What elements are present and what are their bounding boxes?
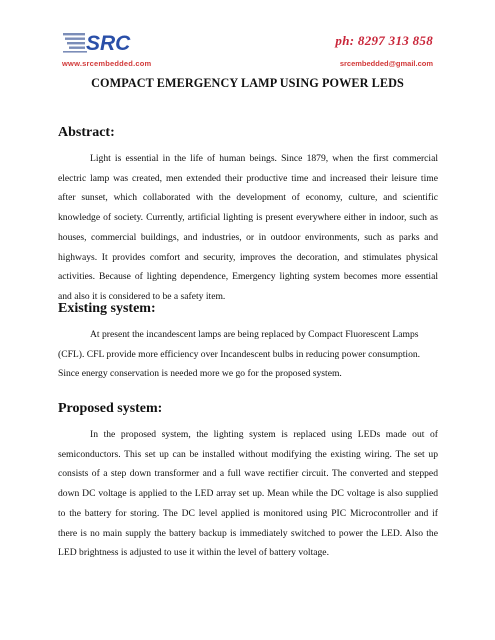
- website-link[interactable]: www.srcembedded.com: [62, 59, 152, 68]
- proposed-system-heading: Proposed system:: [58, 401, 163, 416]
- document-title: COMPACT EMERGENCY LAMP USING POWER LEDS: [91, 76, 404, 90]
- proposed-system-body: In the proposed system, the lighting system is replaced using LEDs made out of semiconductors. This set up can be installed without modifying the existing wiring. The set up consists of a step down transformer and a full wave rectifier circuit. The converted and stepped down DC voltage is applied to the LED array set up. Mean while the DC voltage is also supplied to the battery for storing. The DC level applied is monitored using PIC Microcontroller and if there is no main supply the battery backup is immediately switched to power the LED. Also the LED brightness is adjusted to use it within the level of battery voltage.: [58, 429, 438, 559]
- src-logo: [63, 30, 143, 54]
- logo-text: SRC: [86, 32, 131, 54]
- abstract-heading: Abstract:: [58, 125, 115, 140]
- existing-system-body: At present the incandescent lamps are being replaced by Compact Fluorescent Lamps (CFL). CFL provide more efficiency over Incandescent bulbs in reducing power consumption. Since energy conservation is needed more we go for the proposed system.: [58, 329, 421, 380]
- abstract-body: Light is essential in the life of human beings. Since 1879, when the first commercial electric lamp was created, men extended their productive time and increased their leisure time after sunset, which collaborated with the development of economy, culture, and scientific knowledge of society. Currently, artificial lighting is present everywhere either in indoor, such as houses, commercial buildings, and industries, or in outdoor environments, such as parks and highways. It provides comfort and security, improves the decoration, and stimulates physical activities. Because of lighting dependence, Emergency lighting system becomes more essential and also it is considered to be a safety item.: [58, 153, 438, 302]
- src-logo-graphic: [63, 30, 143, 54]
- phone-number: ph: 8297 313 858: [335, 33, 433, 48]
- email-link[interactable]: srcembedded@gmail.com: [339, 59, 433, 68]
- existing-system-heading: Existing system:: [58, 301, 156, 316]
